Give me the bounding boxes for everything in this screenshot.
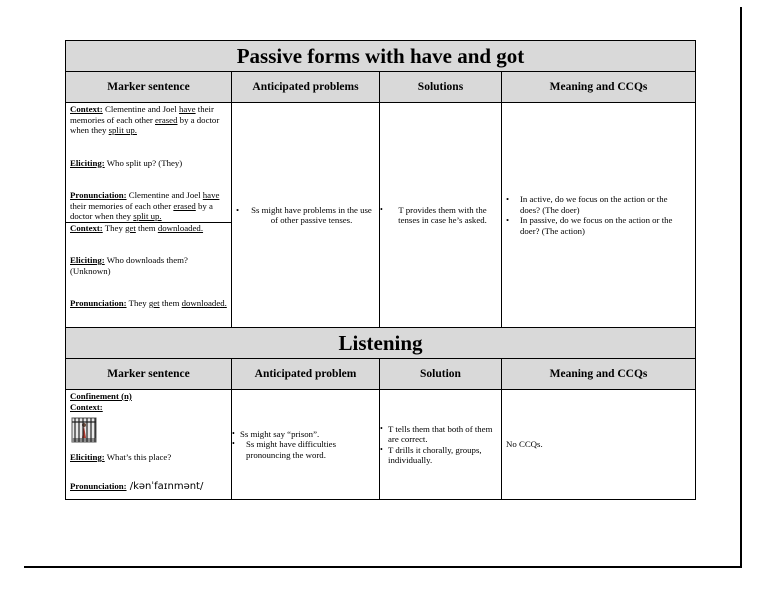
- header-solutions: Solutions: [380, 72, 502, 103]
- pronunciation-erased: erased: [173, 200, 196, 211]
- jail-cell-icon: [70, 416, 98, 444]
- marker-sentence-cell: [66, 103, 232, 328]
- eliciting-label: Eliciting:: [70, 157, 105, 168]
- context-text: their memories of each other: [70, 104, 214, 125]
- solution-item: • T tells them that both of them are correct.: [380, 424, 497, 445]
- ccq-item: • In passive, do we focus on the action or the doer? (The action): [502, 215, 689, 236]
- meaning-ccqs-cell: No CCQs.: [502, 390, 696, 500]
- context-split-up: split up.: [108, 125, 137, 135]
- pronunciation-label: Pronunciation:: [70, 480, 127, 491]
- header-marker-sentence: Marker sentence: [66, 72, 232, 103]
- context-text: Clementine and Joel: [102, 104, 179, 114]
- pronunciation-text: They: [126, 298, 149, 308]
- problem-item: • Ss might have problems in the use of other passive tenses.: [232, 205, 373, 226]
- confinement-label: Confinement (n): [70, 391, 132, 401]
- context2-paragraph: [70, 223, 227, 234]
- context-have: have: [178, 104, 196, 114]
- pronunciation-paragraph: [70, 481, 227, 493]
- header-meaning-ccqs: Meaning and CCQs: [502, 72, 696, 103]
- pronunciation-downloaded: downloaded.: [181, 298, 227, 308]
- anticipated-problems-cell: [232, 103, 380, 328]
- section-title-passive: Passive forms with have and got: [66, 41, 696, 72]
- context-label: Context:: [70, 401, 103, 412]
- context-label: Context:: [70, 104, 103, 114]
- pronunciation-text: /kənˈfaɪnmənt/: [126, 480, 204, 492]
- pronunciation-text: them: [159, 298, 182, 308]
- solution-item: • T drills it chorally, groups, individually.: [380, 445, 497, 466]
- pronunciation2-paragraph: [70, 298, 227, 309]
- eliciting-text: Who split up? (They): [104, 157, 183, 168]
- context-text: them: [135, 222, 158, 233]
- anticipated-problem-cell: [232, 390, 380, 500]
- solutions-cell: [380, 103, 502, 328]
- marker-sentence-cell: [66, 390, 232, 500]
- pronunciation-text: by a doctor when they: [70, 200, 213, 221]
- solution-cell: [380, 390, 502, 500]
- pronunciation-text: Clementine and Joel: [126, 190, 203, 200]
- pronunciation-label: Pronunciation:: [70, 298, 127, 308]
- header-marker-sentence: Marker sentence: [66, 359, 232, 390]
- header-anticipated-problem: Anticipated problem: [232, 359, 380, 390]
- header-solution: Solution: [380, 359, 502, 390]
- section-title-listening: Listening: [66, 328, 696, 359]
- eliciting-text: Who downloads them? (Unknown): [70, 255, 188, 276]
- eliciting-paragraph: [70, 452, 227, 463]
- context-downloaded: downloaded.: [157, 222, 204, 233]
- context-text: They: [102, 222, 126, 233]
- context-label: Context:: [70, 222, 103, 233]
- eliciting2-paragraph: [70, 255, 227, 276]
- eliciting-text: What’s this place?: [104, 452, 172, 462]
- header-anticipated-problems: Anticipated problems: [232, 72, 380, 103]
- solution-item: • T provides them with the tenses in case he’s asked.: [380, 205, 497, 226]
- pronunciation-text: their memories of each other: [70, 200, 174, 211]
- pronunciation-have: have: [202, 190, 220, 200]
- ccq-item: • In active, do we focus on the action or the does? (The doer): [502, 194, 689, 215]
- context-text: by a doctor when they: [70, 114, 220, 135]
- problem-item: • Ss might say “prison”.: [232, 429, 375, 440]
- eliciting-label: Eliciting:: [70, 452, 105, 462]
- context-paragraph: [70, 104, 227, 136]
- eliciting-paragraph: [70, 158, 227, 169]
- pronunciation-paragraph: [70, 190, 227, 222]
- pronunciation-label: Pronunciation:: [70, 190, 127, 200]
- header-meaning-ccqs: Meaning and CCQs: [502, 359, 696, 390]
- problem-item: • Ss might have difficulties pronouncing the word.: [232, 439, 375, 460]
- context-erased: erased: [155, 114, 178, 125]
- eliciting-label: Eliciting:: [70, 255, 105, 265]
- pronunciation-split-up: split up.: [133, 211, 162, 221]
- pronunciation-get: get: [148, 298, 160, 308]
- meaning-ccqs-cell: [502, 103, 696, 328]
- context-get: get: [125, 222, 136, 233]
- lesson-plan-table: [65, 40, 696, 500]
